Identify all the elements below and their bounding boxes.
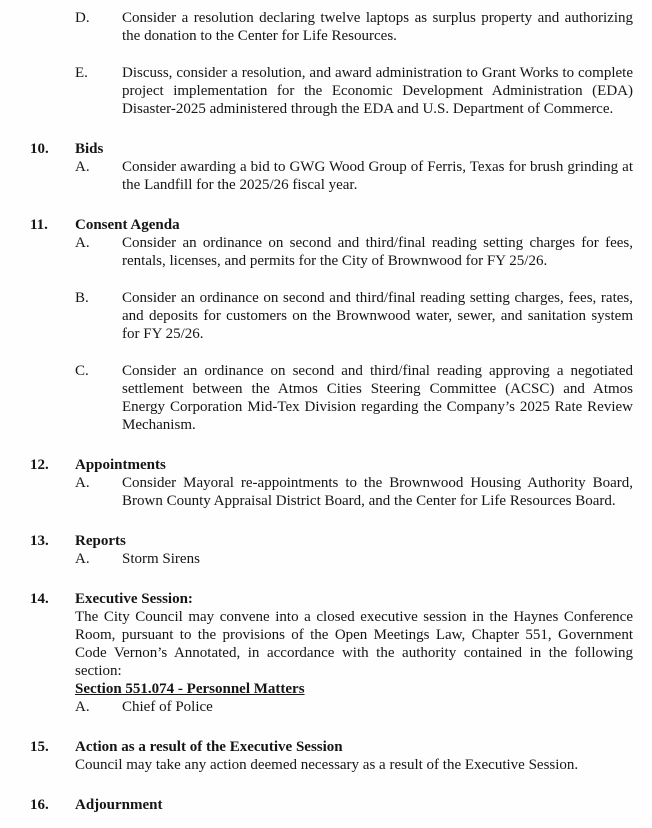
- subitem-letter: [30, 9, 75, 118]
- subitem-letter: A.: [75, 699, 90, 715]
- section-appointments: [30, 456, 633, 510]
- subitem-letter: A.: [75, 551, 90, 567]
- section-number: 12.: [30, 457, 49, 473]
- subitem: [75, 9, 633, 45]
- section-bids: [30, 140, 633, 194]
- section-number: 10.: [30, 141, 49, 157]
- section-number: 13.: [30, 533, 49, 549]
- subitem-letter: A.: [75, 475, 90, 491]
- subitem-letter: E.: [75, 65, 88, 81]
- section-title: Consent Agenda: [75, 217, 180, 233]
- subitem-text: Storm Sirens: [122, 551, 200, 567]
- section-consent-agenda: [30, 216, 633, 434]
- subitem: [75, 474, 633, 510]
- personnel-matters-heading: Section 551.074 - Personnel Matters: [75, 681, 305, 697]
- section-body: The City Council may convene into a closed executive session in the Haynes Conference Room, pursuant to the provisions of the Open Meetings Law, Chapter 551, Government Code Vernon’s Annotated, in accordance with the authority contained in the following section:: [75, 609, 633, 679]
- section-action-executive-session: [30, 738, 633, 774]
- subitem-text: Chief of Police: [122, 699, 213, 715]
- subitem-letter: C.: [75, 363, 89, 379]
- subitem-letter: A.: [75, 159, 90, 175]
- subitem-text: Consider awarding a bid to GWG Wood Group of Ferris, Texas for brush grinding at the Landfill for the 2025/26 fiscal year.: [122, 159, 633, 193]
- section-number: 14.: [30, 591, 49, 607]
- section-executive-session: [30, 590, 633, 716]
- section-number: 11.: [30, 217, 48, 233]
- orphan-subitem-d: [30, 9, 633, 118]
- subitem: [75, 550, 633, 568]
- subitem-text: Consider an ordinance on second and third/final reading setting charges for fees, rentals, licenses, and permits for the City of Brownwood for FY 25/26.: [122, 235, 633, 269]
- section-number: 15.: [30, 739, 49, 755]
- subitem-letter: B.: [75, 290, 89, 306]
- section-title: Reports: [75, 533, 126, 549]
- subitem-text: Discuss, consider a resolution, and award administration to Grant Works to complete project implementation for the Economic Development Administration (EDA) Disaster-2025 administered through the EDA and U.S. Department of Commerce.: [122, 65, 633, 117]
- subitem: [75, 289, 633, 343]
- section-reports: [30, 532, 633, 568]
- section-title: Appointments: [75, 457, 166, 473]
- subitem: [75, 234, 633, 270]
- subitem: [75, 362, 633, 434]
- subitem-text: Consider Mayoral re-appointments to the Brownwood Housing Authority Board, Brown County Appraisal District Board, and the Center for Life Resources Board.: [122, 475, 633, 509]
- section-adjournment: [30, 796, 633, 814]
- section-number: 16.: [30, 797, 49, 813]
- subitem-text: Consider a resolution declaring twelve laptops as surplus property and authorizing the donation to the Center for Life Resources.: [122, 10, 633, 44]
- section-title: Adjournment: [75, 797, 163, 813]
- subitem-letter: D.: [75, 10, 90, 26]
- subitem-letter: A.: [75, 235, 90, 251]
- subitem: [75, 158, 633, 194]
- subitem: [75, 64, 633, 118]
- section-body: Council may take any action deemed necessary as a result of the Executive Session.: [75, 757, 579, 773]
- subitem-text: Consider an ordinance on second and third/final reading approving a negotiated settlement between the Atmos Cities Steering Committee (ACSC) and Atmos Energy Corporation Mid-Tex Division regarding the Company’s 2025 Rate Review Mechanism.: [122, 363, 633, 433]
- section-title: Executive Session:: [75, 591, 193, 607]
- subitem-text: Consider an ordinance on second and third/final reading setting charges, fees, rates, and deposits for customers on the Brownwood water, sewer, and sanitation system for FY 25/26.: [122, 290, 633, 342]
- section-title: Bids: [75, 141, 104, 157]
- section-title: Action as a result of the Executive Session: [75, 739, 343, 755]
- subitem: [75, 698, 633, 716]
